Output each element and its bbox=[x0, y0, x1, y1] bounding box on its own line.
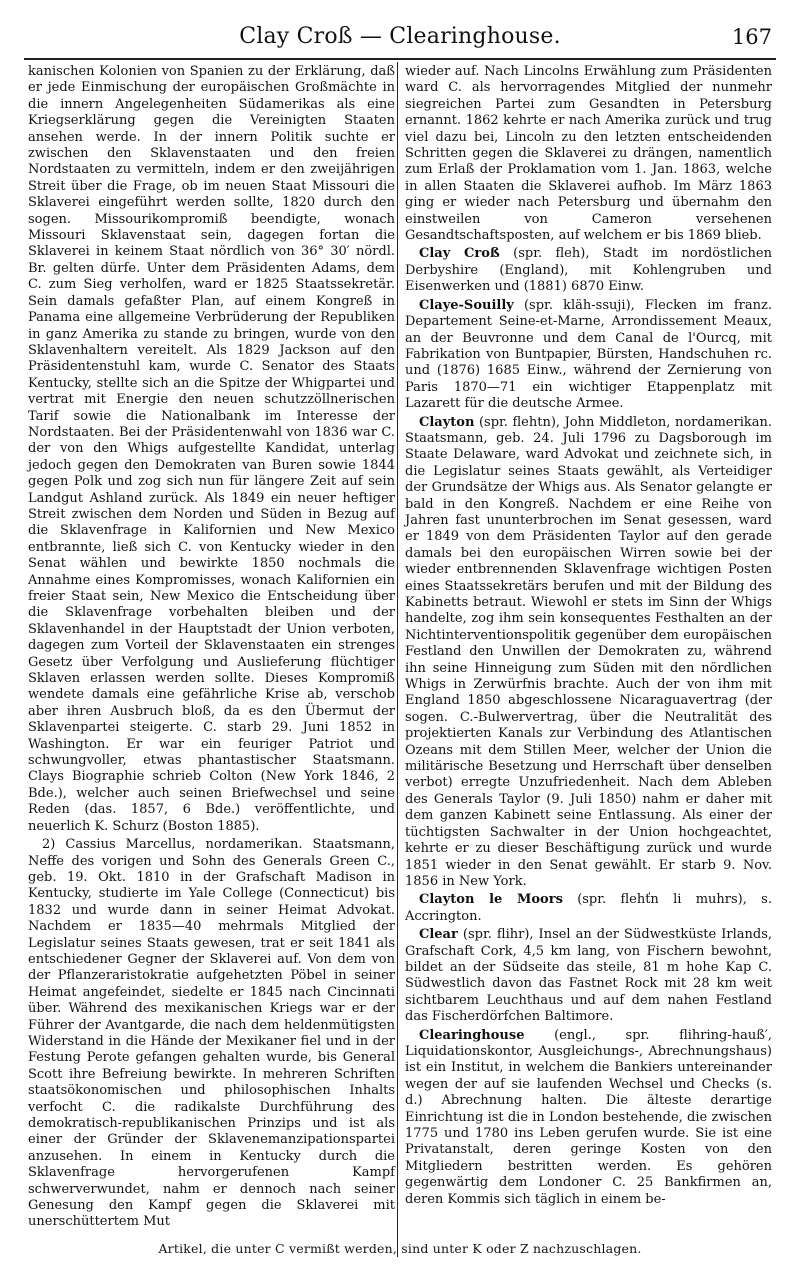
headword: Clayton bbox=[419, 414, 475, 430]
page-header bbox=[26, 22, 774, 56]
entry-clear bbox=[405, 927, 772, 1025]
headword: Claye-Souilly bbox=[419, 297, 514, 313]
entry-text: (engl., spr. flihring-hauß′, Liquidationskontor, Ausgleichungs-, Abrechnungshaus) ist ein Institut, in welchem die Bankiers untereinander wegen der auf sie laufenden Wechsel und Checks (s. d.) Abrechnung halten. Die älteste derartige Einrichtung ist die in London bestehende, die zwischen 1775 und 1780 ins Leben gerufen wurde. Sie ist eine Privatanstalt, deren geringe Kosten von den Mitgliedern bestritten werden. Es gehören gegenwärtig dem Londoner C. 25 Bankfirmen an, deren Kommis sich täglich in einem be- bbox=[405, 1027, 772, 1207]
headword: Clayton le Moors bbox=[419, 892, 563, 908]
cassius-marcellus-entry: 2) Cassius Marcellus, nordamerikan. Staatsmann, Neffe des vorigen und Sohn des Generals Green C., geb. 19. Okt. 1810 in der Grafschaft Madison in Kentucky, studierte im Yale College (Connecticut) bis 1832 und wurde dann in seiner Heimat Advokat. Nachdem er 1835—40 mehrmals Mitglied der Legislatur seines Staats gewesen, trat er seit 1841 als entschiedener Gegner der Sklaverei auf. Von dem von der Pflanzeraristokratie aufgehetzten Pöbel in seiner Heimat angefeindet, siedelte er 1845 nach Cincinnati über. Während des mexikanischen Kriegs war er der Führer der Avantgarde, die nach dem heldenmütigsten Widerstand in die Hände der Mexikaner fiel und in der Festung Perote gefangen gehalten wurde, bis General Scott ihre Befreiung bewirkte. In mehreren Schriften staatsökonomischen und philosophischen Inhalts verfocht C. die radikalste Durchführung des demokratisch-republikanischen Prinzips und ist als einer der Gründer der Sklavenemanzipationspartei anzusehen. In einem in Kentucky durch die Sklavenfrage hervorgerufenen Kampf schwerverwundet, nahm er dennoch nach seiner Genesung den Kampf gegen die Sklaverei mit unerschüttertem Mut bbox=[28, 837, 395, 1230]
entry-text: (spr. flihr), Insel an der Südwestküste Irlands, Grafschaft Cork, 4,5 km lang, von Fischern bewohnt, bildet an der Südseite das steile, 81 m hohe Kap C. Südwestlich davon das Fastnet Rock mit 28 km weit sichtbarem Leuchthaus und auf dem nahen Festland das Fischerdörfchen Baltimore. bbox=[405, 927, 772, 1025]
entry-clearinghouse bbox=[405, 1028, 772, 1208]
left-column bbox=[28, 64, 395, 1231]
page-number: 167 bbox=[731, 25, 772, 49]
clay-henry-continuation: kanischen Kolonien von Spanien zu der Erklärung, daß er jede Einmischung der europäischen Großmächte in die innern Angelegenheiten Südamerikas als eine Kriegserklärung gegen die Vereinigten Staaten ansehen werde. In der innern Politik suchte er zwischen den Sklavenstaaten und den freien Nordstaaten zu vermitteln, indem er den zweijährigen Streit über die Frage, ob im neuen Staat Missouri die Sklaverei eingeführt werden sollte, 1820 durch den sogen. Missourikompromiß beendigte, wonach Missouri Sklavenstaat sein, dagegen fortan die Sklaverei in keinem Staat nördlich von 36° 30′ nördl. Br. gelten dürfe. Unter dem Präsidenten Adams, dem C. zum Sieg verholfen, ward er 1825 Staatssekretär. Sein damals gefaßter Plan, auf einem Kongreß in Panama eine allgemeine Verbrüderung der Republiken in ganz Amerika zu stande zu bringen, wurde von den Sklavenhaltern vereitelt. Als 1829 Jackson auf den Präsidentenstuhl kam, wurde C. Senator des Staats Kentucky, stellte sich an die Spitze der Whigpartei und vertrat mit Energie den neuen schutzzöllnerischen Tarif sowie die Nationalbank im Interesse der Nordstaaten. Bei der Präsidentenwahl von 1836 war C. der von den Whigs aufgestellte Kandidat, unterlag jedoch gegen den Demokraten van Buren sowie 1844 gegen Polk und zog sich nun für längere Zeit auf sein Landgut Ashland zurück. Als 1849 ein neuer heftiger Streit zwischen dem Norden und Süden in Bezug auf die Sklavenfrage in Kalifornien und New Mexico entbrannte, ließ sich C. von Kentucky wieder in den Senat wählen und bewirkte 1850 nochmals die Annahme eines Kompromisses, wonach Kalifornien ein freier Staat sein, New Mexico die Entscheidung über die Sklavenfrage vorbehalten bleiben und der Sklavenhandel in der Hauptstadt der Union verboten, dagegen zum Vorteil der Sklavenstaaten ein strenges Gesetz über Verfolgung und Auslieferung flüchtiger Sklaven erlassen werden sollte. Dieses Kompromiß wendete damals eine gefährliche Krise ab, verschob aber ihren Ausbruch bloß, da es den Übermut der Sklavenpartei steigerte. C. starb 29. Juni 1852 in Washington. Er war ein feuriger Patriot und schwungvoller, etwas phantastischer Staatsmann. Clays Biographie schrieb Colton (New York 1846, 2 Bde.), welcher auch seinen Briefwechsel und seine Reden (das. 1857, 6 Bde.) veröffentlichte, und neuerlich K. Schurz (Boston 1885). bbox=[28, 64, 395, 834]
entry-clay-cross bbox=[405, 246, 772, 295]
cassius-marcellus-continuation: wieder auf. Nach Lincolns Erwählung zum Präsidenten ward C. als hervorragendes Mitglied der nunmehr siegreichen Partei zum Gesandten in Petersburg ernannt. 1862 kehrte er nach Amerika zurück und trug viel dazu bei, Lincoln zu den letzten entscheidenden Schritten gegen die Sklaverei zu drängen, namentlich zum Erlaß der Proklamation vom 1. Jan. 1863, welche in allen Staaten die Sklaverei aufhob. Im März 1863 ging er wieder nach Petersburg und übernahm den einstweilen von Cameron versehenen Gesandtschaftsposten, auf welchem er bis 1869 blieb. bbox=[405, 64, 772, 244]
right-column bbox=[405, 64, 772, 1208]
running-head: Clay Croß — Clearinghouse. bbox=[239, 24, 561, 49]
entry-claye-souilly bbox=[405, 298, 772, 413]
headword: Clear bbox=[419, 927, 458, 943]
headword: Clay Croß bbox=[419, 246, 500, 262]
entry-text: (spr. kläh-ssuji), Flecken im franz. Departement Seine-et-Marne, Arrondissement Meaux, an der Beuvronne und dem Canal de l'Ourcq, mit Fabrikation von Buntpapier, Bürsten, Handschuhen rc. und (1876) 1685 Einw., während der Zernierung von Paris 1870—71 ein wichtiger Etappenplatz mit Lazarett für die deutsche Armee. bbox=[405, 297, 772, 412]
entry-clayton-le-moors bbox=[405, 892, 772, 925]
headword: Clearinghouse bbox=[419, 1027, 525, 1043]
header-rule bbox=[24, 58, 776, 60]
entry-text: (spr. fleh), Stadt im nordöstlichen Derbyshire (England), mit Kohlengruben und Eisenwerken und (1881) 6870 Einw. bbox=[405, 246, 772, 295]
entry-text: (spr. flehtn), John Middleton, nordamerikan. Staatsmann, geb. 24. Juli 1796 zu Dagsborough im Staate Delaware, ward Advokat und zeichnete sich, in die Legislatur seines Staats gewählt, als Verteidiger der Grundsätze der Whigs aus. Als Senator gelangte er bald in den Kongreß. Nachdem er eine Reihe von Jahren fast ununterbrochen im Senat gesessen, ward er 1849 von dem Präsidenten Taylor auf den gerade damals bei den europäischen Wirren sowie bei der wieder entbrennenden Sklavenfrage wichtigen Posten eines Staatssekretärs berufen und mit der Bildung des Kabinetts betraut. Wiewohl er stets im Sinn der Whigs handelte, zog ihm sein konsequentes Festhalten an der Nichtinterventionspolitik gegenüber dem europäischen Festland den Unwillen der Demokraten zu, während ihn seine Hinneigung zum Süden mit den nördlichen Whigs in Zerwürfnis brachte. Auch der von ihm mit England 1850 abgeschlossene Nicaraguavertrag (der sogen. C.-Bulwervertrag, über die Neutralität des projektierten Kanals zur Verbindung des Atlantischen Ozeans mit dem Stillen Meer, welcher der Union die militärische Besetzung und Herrschaft über denselben verbot) erregte Unzufriedenheit. Nach dem Ableben des Generals Taylor (9. Juli 1850) nahm er daher mit dem ganzen Kabinett seine Entlassung. Als einer der tüchtigsten Sachwalter in der Union hochgeachtet, kehrte er zu dieser Beschäftigung zurück und wurde 1851 wieder in den Senat gewählt. Er starb 9. Nov. 1856 in New York. bbox=[405, 414, 772, 889]
page-footer-note: Artikel, die unter C vermißt werden, sind unter K oder Z nachzuschlagen. bbox=[158, 1241, 642, 1256]
column-divider bbox=[397, 62, 398, 1257]
entry-clayton bbox=[405, 415, 772, 891]
entry-text: (spr. flehťn li muhrs), s. Accrington. bbox=[405, 892, 772, 924]
